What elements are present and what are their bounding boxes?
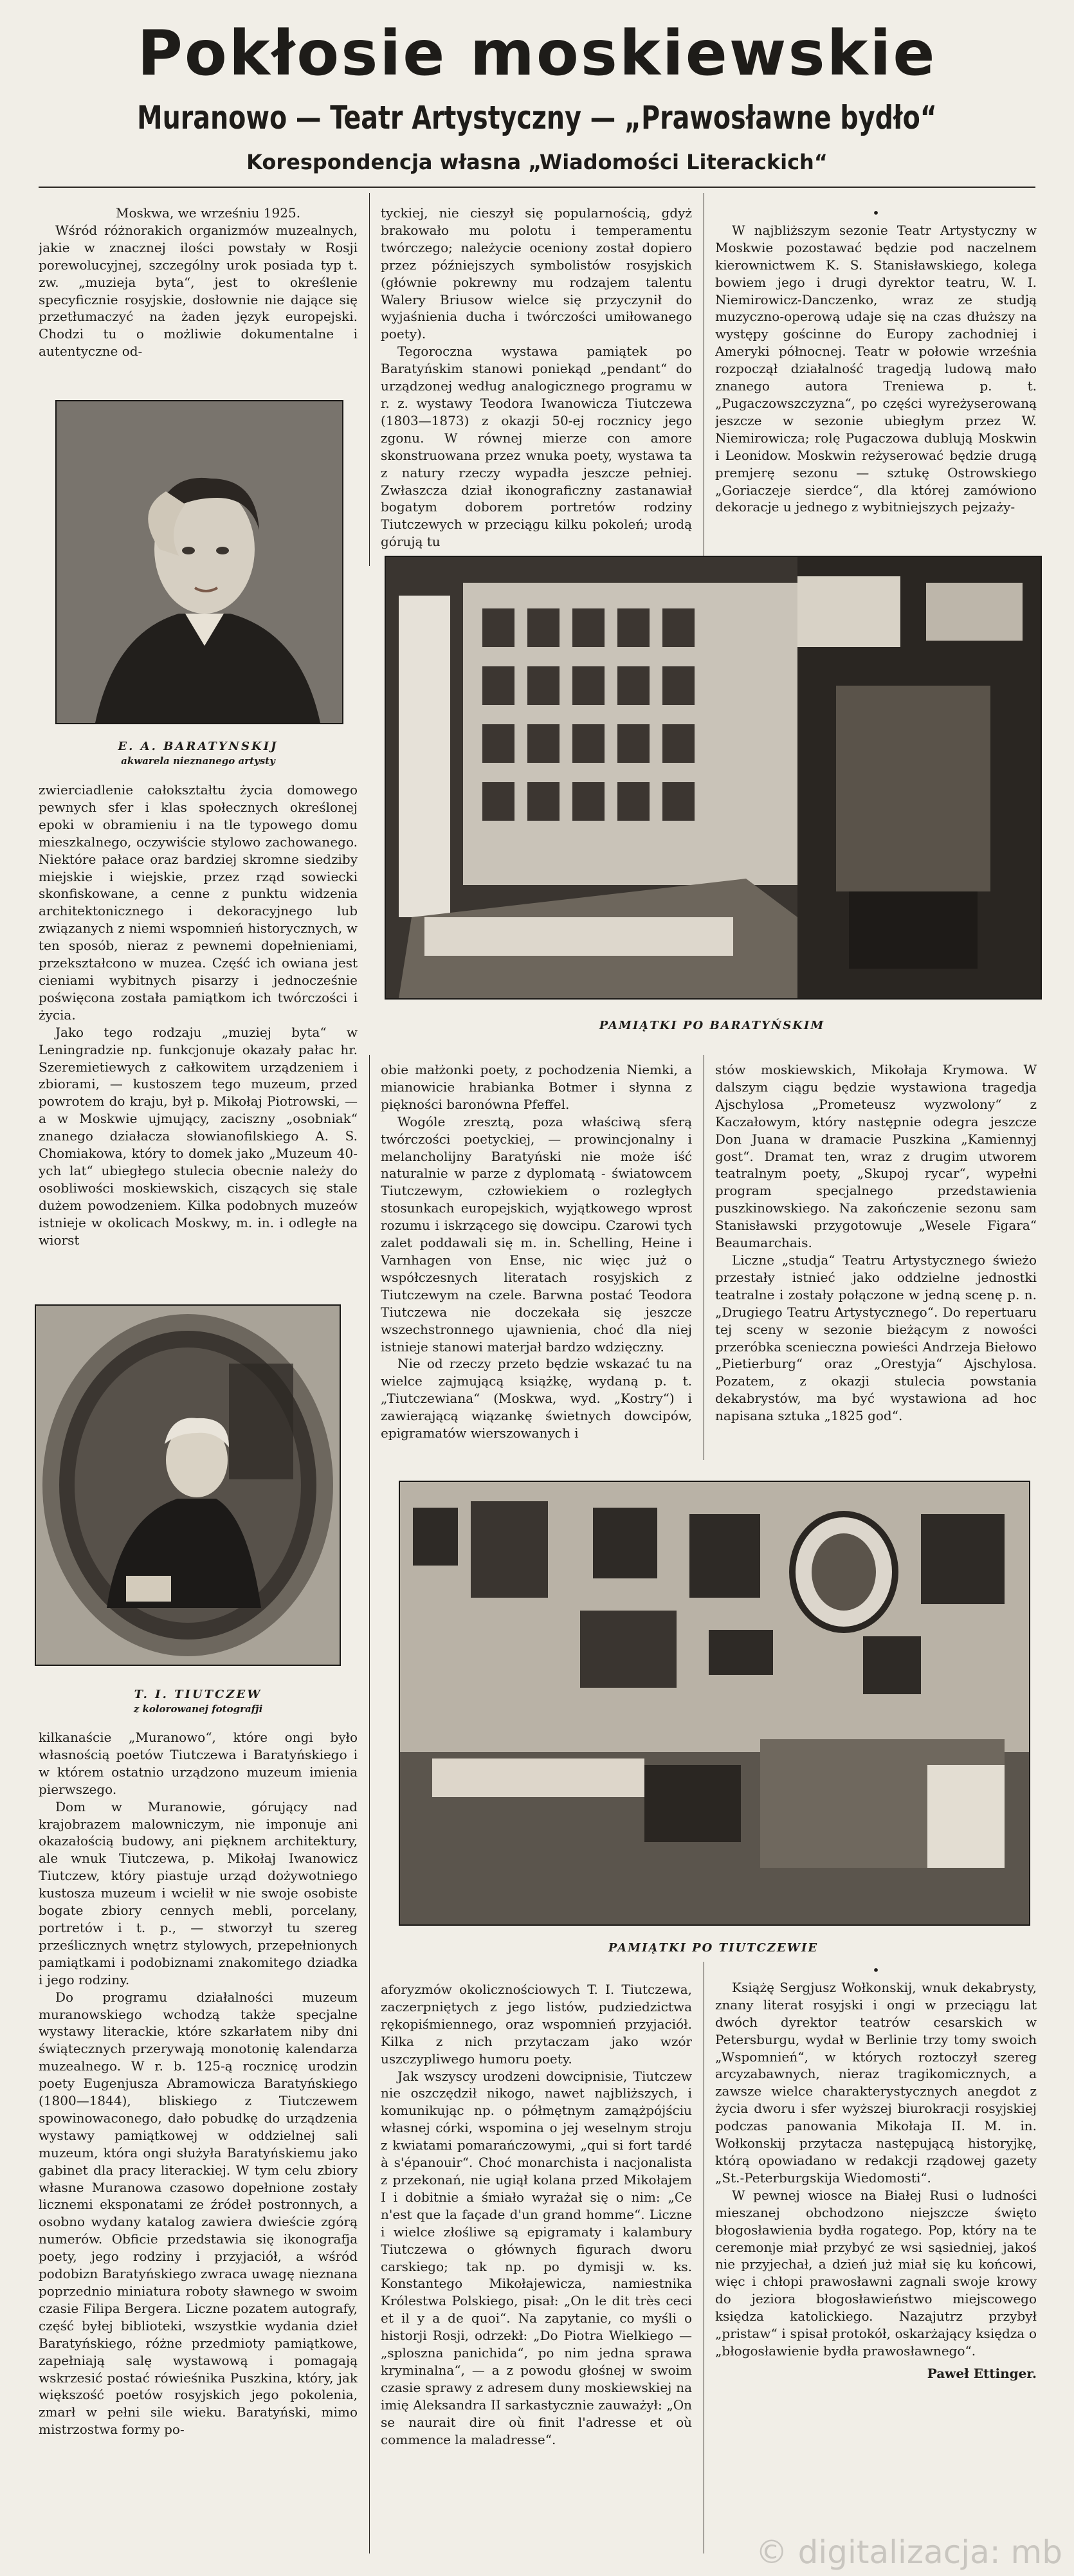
- caption-sub: akwarela nieznanego artysty: [121, 755, 275, 767]
- paragraph: Książę Sergjusz Wołkonskij, wnuk dekabrysty, znany literat rosyjski i ongi w przeciągu lat dwóch dyrektor teatrów cesarskich w Petersburgu, wydał w Berlinie trzy tomy swoich „Wspomnień“, w których roztoczył szereg arcyzabawnych, nieraz tragikomicznych, a zawsze wielce charakterystycznych anegdot z życia dworu i sfer wyższej biurokracji rosyjskiej podczas panowania Mikołaja II. M. in. Wołkonskij przytacza następującą historyjkę, którą opowiadano w redakcji rządowej gazety „St.-Peterburgskija Wiedomosti“.: [715, 1979, 1037, 2186]
- paragraph: tyckiej, nie cieszył się popularnością, gdyż brakowało mu polotu i temperamentu twórczego; należycie oceniony został dopiero przez późniejszych symbolistów rosyjskich (głównie pokrewny mu rodzajem talentu Walery Briusow wielce się przyczynił do wyjaśnienia ducha i twórczości umiłowanego poety).: [381, 205, 692, 342]
- column-2-bottom: [381, 1981, 692, 2557]
- paragraph: obie małżonki poety, z pochodzenia Niemki, a mianowicie hrabianka Botmer i słynna z piękności baronówna Pfeffel.: [381, 1062, 692, 1112]
- paragraph: Wogóle zresztą, poza właściwą sferą twórczości poetyckiej, — prowincjonalny i melancholijny Baratyński nie może iść naturalnie w parze z dyplomatą - światowcem Tiutczewym, człowiekiem o rozległych stosunkach europejskich, wyjątkowego wprost rozumu i iskrzącego się dowcipu. Czarowi tych zalet poddawali się m. in. Schelling, Heine i Varnhagen von Ense, nic więc już o współczesnych literatach rosyjskich z Tiutczewym na czele. Barwna postać Teodora Tiutczewa nie doczekała się jeszcze wszechstronnego ujawnienia, choć dla niej istnieje stanowi materjał bardzo wdzięczny.: [381, 1113, 692, 1355]
- paragraph: Jako tego rodzaju „muziej byta“ w Leningradzie np. funkcjonuje okazały pałac hr. Szeremietiewych z całkowitem urządzeniem i zbiorami, — kustoszem tego muzeum, przed powrotem do kraju, był p. Mikołaj Piotrowski, — a w Moskwie ujmujący, zaciszny „osobniak“ znanego działacza słowianofilskiego A. S. Chomiakowa, który to domek jako „Muzeum 40-ych lat“ ubiegłego stulecia obecnie należy do osobliwości moskiewskich, ciszących się stale dużem powodzeniem. Kilka podobnych muzeów istnieje w okolicach Moskwy, m. in. i odległe na wiorst: [39, 1024, 358, 1248]
- room-tiutczew-image: [399, 1481, 1030, 1926]
- author-signature: Paweł Ettinger.: [927, 2365, 1037, 2381]
- portrait-baratynskij-image: [55, 400, 343, 724]
- portrait-tiutczew-image: [35, 1304, 341, 1666]
- paragraph: W pewnej wiosce na Białej Rusi o ludności mieszanej obchodzono niejszcze święto błogosławienia bydła rogatego. Pop, który na te ceremonje miał przybyć ze wsi sąsiedniej, jakoś nie przyjechał, a dzień już miał się ku końcowi, więc i chłopi prawosławni zagnali swoje krowy do jeziora błogosławieństwo miejscowego księdza katolickiego. Nazajutrz przybył „pristaw“ i spisał protokół, oskarżający księdza o „błogosławienie bydła prawosławnego“.: [715, 2187, 1037, 2359]
- column-1-middle: [39, 781, 358, 1296]
- section-star: •: [872, 1962, 880, 1978]
- caption-name: T. I. TIUTCZEW: [134, 1688, 262, 1701]
- article-title: Pokłosie moskiewskie: [137, 17, 937, 89]
- paragraph: stów moskiewskich, Mikołaja Krymowa. W dalszym ciągu będzie wystawiona tragedja Ajschylosa „Prometeusz wyzwolony“ z Kaczałowym, który następnie odegra jeszcze Don Juana w dramacie Puszkina „Kamiennyj gost“. Dramat ten, wraz z drugim utworem teatralnym poety, „Skupoj rycar“, wypełni program specjalnego przedstawienia puszkinowskiego. Na zakończenie sezonu sam Stanisławski przygotowuje „Wesele Figara“ Beaumarchais.: [715, 1062, 1037, 1251]
- portrait-drawing: [57, 401, 342, 723]
- column-divider: [369, 193, 370, 566]
- paragraph: Jak wszyscy urodzeni dowcipnisie, Tiutczew nie oszczędził nikogo, nawet najbliższych, i komunikując np. o półmętnym zamążpójściu własnej córki, wspomina o jej weselnym stroju z kwiatami pomarańczowymi, „qui si fort tardé à s'épanouir“. Choć monarchista i nacjonalista z przekonań, nie ugiął kolana przed Mikołajem I i dobitnie a śmiało wyrażał się o nim: „Ce n'est que la façade d'un grand homme“. Liczne i wielce złośliwe są epigramaty i kalambury Tiutczewa o głównych figurach dworu carskiego; tak np. po dymisji w. ks. Konstantego Mikołajewicza, namiestnika Królestwa Polskiego, pisał: „On le dit très ceci et il y a de quoi“. Na zapytanie, co myśli o historji Rosji, odrzekł: „Do Piotra Wielkiego — „sploszna panichida“, po nim jedna sprawa kryminalna“, — a z powodu głośnej w swoim czasie sprawy z adresem duny moskiewskiej na imię Aleksandra II sarkastycznie zauważył: „On se naurait dire où finit l'adresse et où commence la maladresse“.: [381, 2068, 692, 2447]
- paragraph: Do programu działalności muzeum muranowskiego wchodzą także specjalne wystawy literackie, które szkarłatem niby dni świątecznych przerywają monotonię kalendarza muzealnego. W r. b. 125-ą rocznicę urodzin poety Eugenjusza Abramowicza Baratyńskiego (1800—1844), bliskiego z Tiutczewem spowinowaconego, dało pobudkę do urządzenia wystawy pamiątkowej w oddzielnej sali muzeum, która ongi służyła Baratyńskiemu jako gabinet dla pracy literackiej. W tym celu zbiory własne Muranowa czasowo dopełnione zostały licznemi eksponatami ze źródeł postronnych, a osobno wydany katalog zawiera dwieście zgórą numerów. Obficie przedstawia się ikonografja poety, jego rodziny i przyjaciół, a wśród podobizn Baratyńskiego zwraca uwagę nieznana poprzednio miniatura roboty sławnego w swoim czasie Filipa Bergera. Liczne pozatem autografy, część byłej biblioteki, wszystkie wydania dzieł Baratyńskiego, różne przedmioty pamiątkowe, zapełniają salę wystawową i pomagają wskrzesić postać rówieśnika Puszkina, który, jak większość poetów rosyjskich jego pokolenia, zmarł w pełni sile wieku. Baratyński, mimo mistrzostwa formy po-: [39, 1989, 358, 2438]
- paragraph: aforyzmów okolicznościowych T. I. Tiutczewa, zaczerpniętych z jego listów, pudziedzictwa rękopiśmiennego, oraz wspomnień przyjaciół. Kilka z nich przytaczam jako wzór uszczypliwego humoru poety.: [381, 1982, 692, 2067]
- paragraph: W najbliższym sezonie Teatr Artystyczny w Moskwie pozostawać będzie pod naczelnem kierownictwem K. S. Stanisławskiego, kolega bowiem jego i drugi dyrektor teatru, W. I. Niemirowicz-Danczenko, wraz ze studją muzyczno-operową udaje się na czas dłuższy na występy gościnne do Europy zachodniej i Ameryki północnej. Teatr w połowie września rozpoczął działalność tragedją ludową mało znanego autora Treniewa p. t. „Pugaczowszczyzna“, po części wyreżyserowaną jeszcze w sezonie ubiegłym przez W. Niemirowicza; rolę Pugaczowa dublują Moskwin i Leonidow. Moskwin reżyserować będzie drugą premjerę sezonu — sztukę Ostrowskiego „Goriaczeje sierdce“, dla której zamówiono dekoracje u jednego z wybitniejszych pejzaży-: [715, 222, 1037, 515]
- column-1-top: [39, 205, 358, 397]
- room-baratynski-image: [385, 556, 1042, 1000]
- caption-pamiatki-tiutczew: PAMIĄTKI PO TIUTCZEWIE: [608, 1941, 819, 1955]
- section-star: •: [872, 205, 880, 221]
- paragraph: zwierciadlenie całokształtu życia domowego pewnych sfer i klas społecznych określonej epoki w obramieniu i na tle typowego domu mieszkalnego, oczywiście stylowo zachowanego. Niektóre pałace oraz bardziej skromne siedziby miejskie i wiejskie, przez rząd sowiecki skonfiskowane, a cenne z punktu widzenia architektonicznego i dekoracyjnego lub związanych z niemi wspomnień historycznych, w ten sposób, nieraz z pewnemi dopełnieniami, przekształcono w muzea. Część ich owiana jest cieniami wybitnych pisarzy i jednocześnie poświęcona została pamiątkom ich twórczości i życia.: [39, 782, 358, 1023]
- column-divider: [369, 1055, 370, 2553]
- paragraph: kilkanaście „Muranowo“, które ongi było własnością poetów Tiutczewa i Baratyńskiego i w którem ostatnio urządzono muzeum imienia pierwszego.: [39, 1730, 358, 1797]
- caption-pamiatki-baratynski: PAMIĄTKI PO BARATYŃSKIM: [599, 1019, 825, 1032]
- column-2-middle: [381, 1061, 692, 1473]
- paragraph: Dom w Muranowie, górujący nad krajobrazem malowniczym, nie imponuje ani okazałością budowy, ani pięknem architektury, ale wnuk Tiutczewa, p. Mikołaj Iwanowicz Tiutczew, który piastuje urząd dożywotniego kustosza muzeum i wcielił w nie swoje osobiste bogate zbiory cennych mebli, porcelany, portretów i t. p., — stworzył tu szereg prześlicznych wnętrz stylowych, przepełnionych pamiątkami i podobiznami znakomitego dziadka i jego rodziny.: [39, 1798, 358, 1987]
- column-3-top: [715, 205, 1037, 558]
- caption-sub: z kolorowanej fotografji: [133, 1703, 263, 1715]
- correspondence-line: Korespondencja własna „Wiadomości Literackich“: [246, 150, 828, 174]
- paragraph: Wśród różnorakich organizmów muzealnych, jakie w znacznej ilości powstały w Rosji porewolucyjnej, szczególny urok posiada typ t. zw. „muzieja byta“, jest to określenie specyficznie rosyjskie, dosłownie nie dające się przetłumaczyć na żaden język europejski. Chodzi tu o możliwie dokumentalne i autentyczne od-: [39, 222, 358, 360]
- article-subtitle: Muranowo — Teatr Artystyczny — „Prawosławne bydło“: [137, 99, 937, 136]
- paragraph: Nie od rzeczy przeto będzie wskazać tu na wielce zajmującą książkę, wydaną p. t. „Tiutczewiana“ (Moskwa, wyd. „Kostry“) i zawierającą wiązankę świetnych dowcipów, epigramatów wierszowanych i: [381, 1356, 692, 1441]
- caption-tiutczew: [39, 1688, 358, 1716]
- room-interior-drawing: [386, 557, 1041, 998]
- column-1-bottom: [39, 1729, 358, 2559]
- caption-baratynskij: [39, 740, 358, 768]
- paragraph: Liczne „studja“ Teatru Artystycznego świeżo przestały istnieć jako oddzielne jednostki teatralne i zostały połączone w jedną scenę p. n. „Drugiego Teatru Artystycznego“. Do repertuaru tej sceny w sezonie bieżącym z nowości przeróbka scenieczna powieści Andrzeja Biełowo „Pietierburg“ oraz „Orestyja“ Ajschylosa. Pozatem, z okazji stulecia powstania dekabrystów, ma być wystawiona ad hoc napisana sztuka „1825 god“.: [715, 1252, 1037, 1424]
- caption-name: E. A. BARATYNSKIJ: [118, 740, 278, 753]
- column-2-top: [381, 205, 692, 558]
- header-rule: [39, 187, 1035, 188]
- room-interior-drawing: [400, 1482, 1029, 1924]
- column-3-middle: [715, 1061, 1037, 1473]
- portrait-oval-photo: [36, 1306, 340, 1665]
- paragraph: Tegoroczna wystawa pamiątek po Baratyńskim stanowi poniekąd „pendant“ do urządzonej według analogicznego programu w r. z. wystawy Teodora Iwanowicza Tiutczewa (1803—1873) z okazji 50-ej rocznicy jego zgonu. W równej mierze con amore skonstruowana przez wnuka poety, wystawa ta z natury rzeczy wypadła jeszcze pełniej. Zwłaszcza dział ikonograficzny zastanawiał bogatym doborem portretów rodziny Tiutczewych w przeciągu kilku pokoleń; urodą górują tu: [381, 343, 692, 550]
- dateline: Moskwa, we wrześniu 1925.: [116, 205, 301, 221]
- digitalization-watermark: © digitalizacja: mb: [755, 2534, 1062, 2571]
- column-3-bottom: [715, 1962, 1037, 2557]
